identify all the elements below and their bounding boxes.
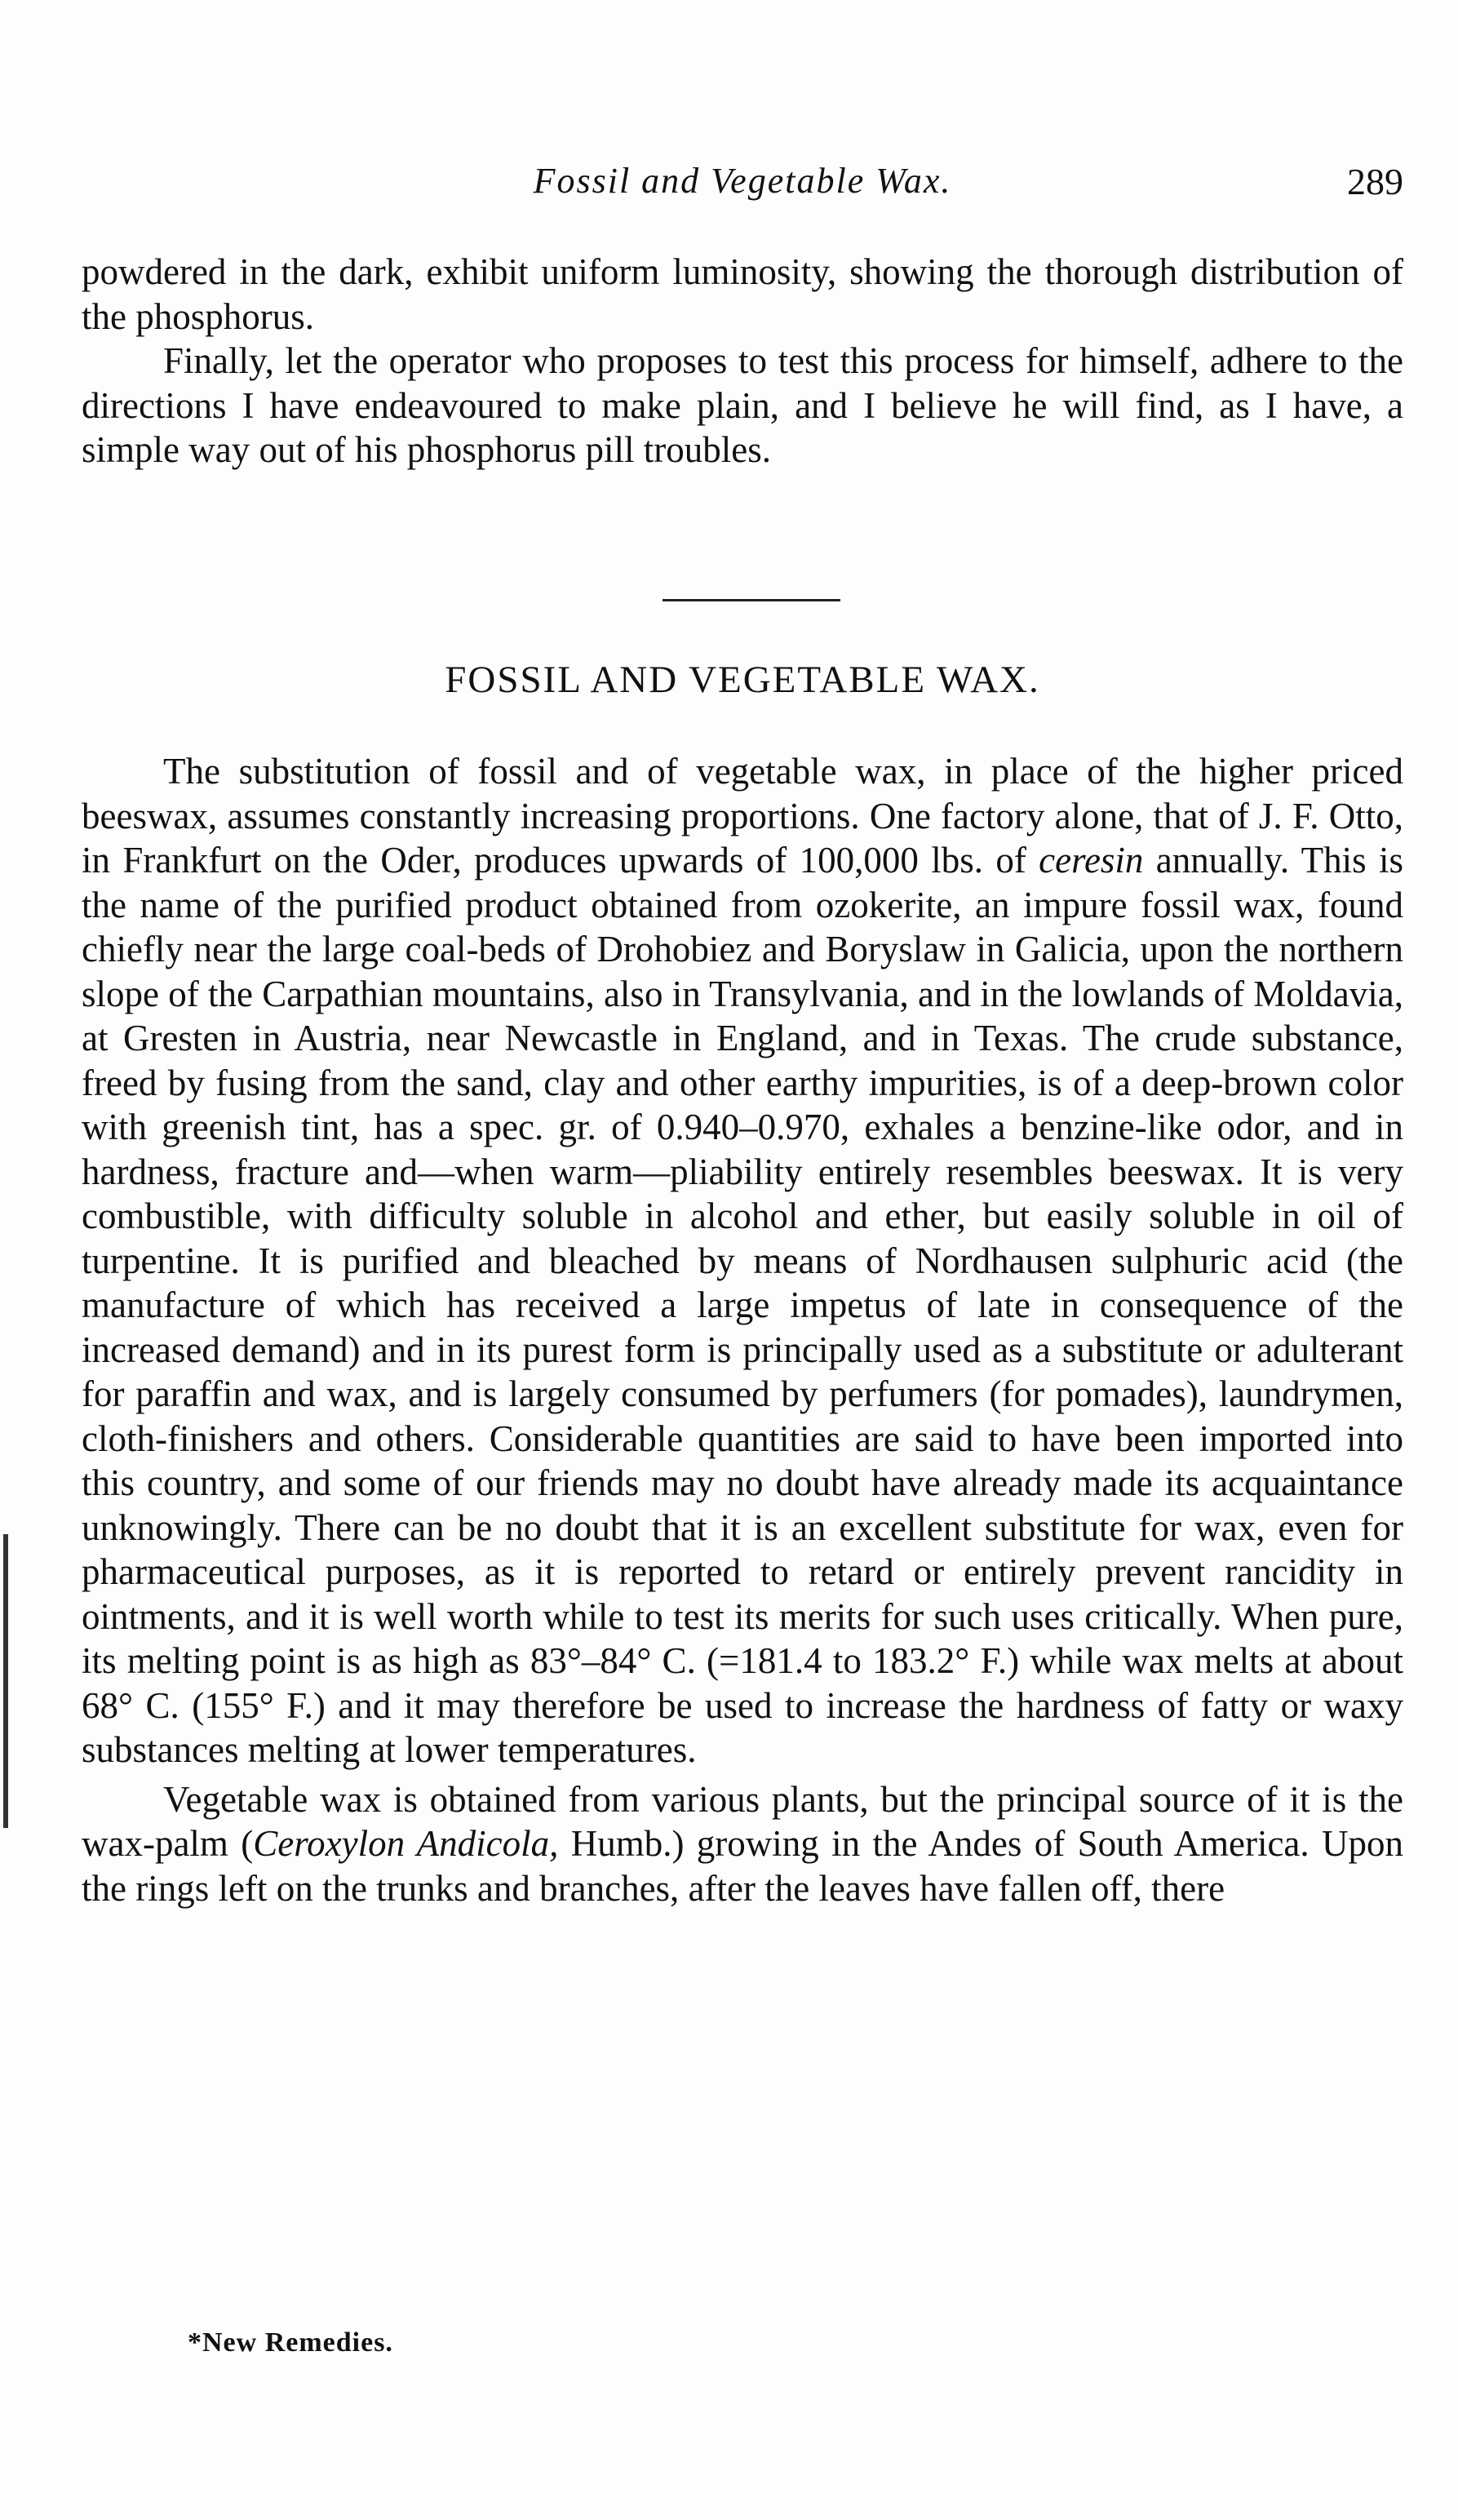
page-number: 289 [1347, 161, 1403, 202]
running-title: Fossil and Vegetable Wax. [533, 161, 952, 201]
article-paragraph-1 [82, 749, 1403, 1772]
intro-text [82, 250, 1403, 472]
page-header [82, 160, 1403, 209]
intro-paragraph-2: Finally, let the operator who proposes to test this process for himself, adhere to the directions I have endeavoured to make plain, and I believe he will find, as I have, a simple way out of his phosphorus pill troubles. [82, 340, 1403, 470]
scan-margin-mark [3, 1534, 8, 1828]
intro-paragraph-1: powdered in the dark, exhibit uniform luminosity, showing the thorough distribution of the phosphorus. [82, 251, 1403, 337]
paragraph-1-text-a: The substitution of fossil and of vegetable wax, in place of the higher priced beeswax, assumes constantly increasing proportions. One factory alone, that of J. F. Otto, in Frankfurt on the Oder, produces upwards of 100,000 lbs. of [82, 751, 1403, 881]
paragraph-1-italic-term: ceresin [1039, 840, 1144, 881]
article-paragraph-2 [82, 1777, 1403, 1911]
paragraph-2-text-b: Humb.) growing in the Andes of South America. Upon the rings left on the trunks and branches, after the leaves have fallen off, there [82, 1823, 1404, 1909]
article-body [82, 749, 1403, 1910]
article-title: FOSSIL AND VEGETABLE WAX. [445, 659, 1040, 701]
paragraph-2-text-a: Vegetable wax is obtained from various plants, but the principal source of it is the wax-palm ( [82, 1778, 1403, 1864]
paragraph-2-italic-term: Ceroxylon Andicola, [253, 1823, 559, 1864]
paragraph-1-text-b: annually. This is the name of the purified product obtained from ozokerite, an impure fossil wax, found chiefly near the large coal-beds of Drohobiez and Boryslaw in Galicia, upon the northern slope of the Carpathian mountains, also in Transylvania, and in the lowlands of Moldavia, at Gresten in Austria, near Newcastle in England, and in Texas. The crude substance, freed by fusing from the sand, clay and other earthy impurities, is of a deep-brown color with greenish tint, has a spec. gr. of 0.940–0.970, exhales a benzine-like odor, and in hardness, fracture and—when warm—pliability entirely resembles beeswax. It is very combustible, with difficulty soluble in alcohol and ether, but easily soluble in oil of turpentine. It is purified and bleached by means of Nordhausen sulphuric acid (the manufacture of which has received a large impetus of late in consequence of the increased demand) and in its purest form is principally used as a substitute or adulterant for paraffin and wax, and is largely consumed by perfumers (for pomades), laundrymen, cloth-finishers and others. Considerable quantities are said to have been imported into this country, and some of our friends may no doubt have already made its acquaintance unknowingly. There can be no doubt that it is an excellent substitute for wax, even for pharmaceutical purposes, as it is reported to retard or entirely prevent rancidity in ointments, and it is well worth while to test its merits for such uses critically. When pure, its melting point is as high as 83°–84° C. (=181.4 to 183.2° F.) while wax melts at about 68° C. (155° F.) and it may therefore be used to increase the hardness of fatty or waxy substances melting at lower temperatures. [82, 840, 1403, 1770]
footnote: *New Remedies. [188, 2327, 393, 2358]
section-divider [663, 599, 840, 601]
